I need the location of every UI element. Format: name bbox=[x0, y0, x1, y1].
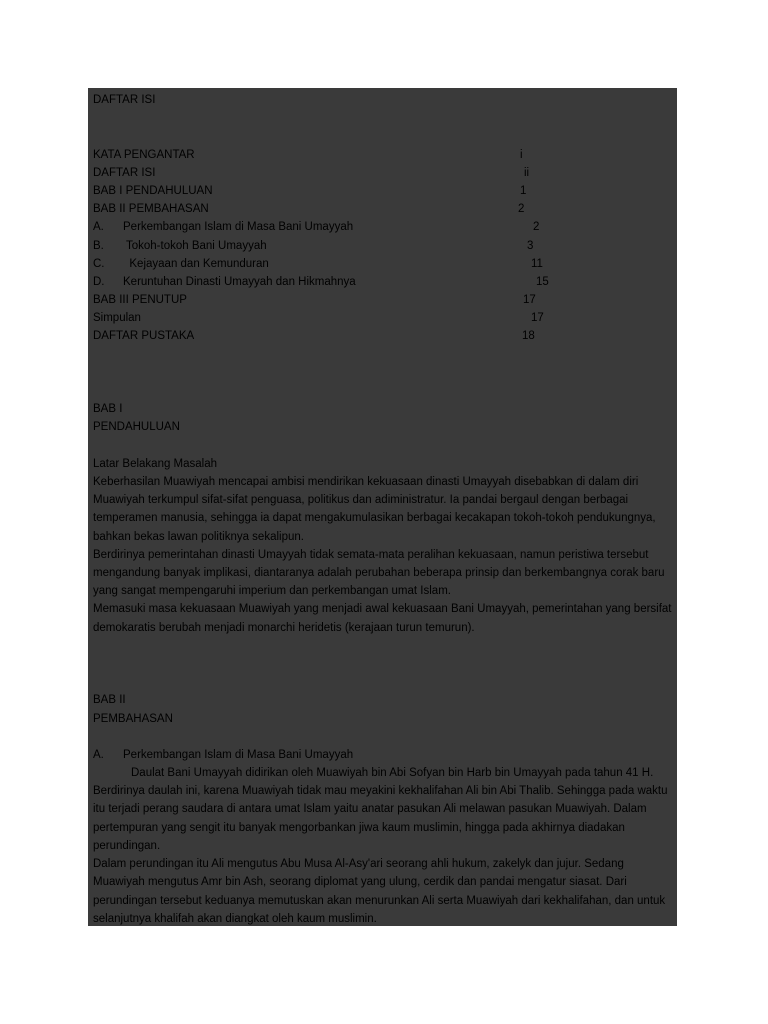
toc-entry-label: DAFTAR ISI bbox=[93, 166, 156, 179]
paragraph: Memasuki masa kekuasaan Muawiyah yang menjadi awal kekuasaan Bani Umayyah, pemerintahan yang bersifat demokaratis berubah menjadi monarchi heridetis (kerajaan turun temurun). bbox=[93, 603, 672, 634]
toc-entry-label: KATA PENGANTAR bbox=[93, 148, 195, 161]
toc-entry-page: 2 bbox=[533, 221, 540, 234]
toc-entry bbox=[93, 146, 677, 164]
paragraph: Keberhasilan Muawiyah mencapai ambisi mendirikan kekuasaan dinasti Umayyah disebabkan di dalam diri Muawiyah terkumpul sifat-sifat penguasa, politikus dan adiministratur. Ia pandai bergaul dengan berbagai temperamen manusia, sehingga ia dapat mengakumulasikan berbagai kecakapan tokoh-tokoh pendukungnya, bahkan bekas lawan politiknya sekalipun. bbox=[93, 475, 656, 543]
bab2-heading: BAB II bbox=[93, 694, 126, 707]
toc-entry bbox=[93, 182, 677, 200]
toc-entry-page: i bbox=[520, 148, 523, 161]
toc-entry-label: BAB I PENDAHULUAN bbox=[93, 184, 213, 197]
toc-entry bbox=[93, 164, 677, 182]
bab1-subheading: PENDAHULUAN bbox=[93, 421, 180, 434]
toc-entry-page: 15 bbox=[536, 275, 549, 288]
toc-title: DAFTAR ISI bbox=[93, 94, 156, 106]
toc-entry-label: BAB III PENUTUP bbox=[93, 294, 187, 307]
toc-entry-page: 3 bbox=[527, 239, 534, 252]
paragraph: Dalam perundingan itu Ali mengutus Abu Musa Al-Asy'ari seorang ahli hukum, zakelyk dan jujur. Sedang Muawiyah mengutus Amr bin Ash, seorang diplomat yang ulung, cerdik dan pandai mengatur siasat. Dari perundingan tersebut keduanya memutuskan akan menurunkan Ali serta Muawiyah dari kekhalifahan, dan untuk selanjutnya khalifah akan diangkat oleh kaum muslimin. bbox=[93, 858, 666, 925]
toc-entry bbox=[93, 273, 677, 291]
paragraph: Berdirinya pemerintahan dinasti Umayyah tidak semata-mata peralihan kekuasaan, namun peristiwa tersebut mengandung banyak implikasi, diantaranya adalah perubahan beberapa prinsip dan berkembangnya corak baru yang sangat mempengaruhi imperium dan perkembangan umat Islam. bbox=[93, 548, 665, 598]
toc-entry-page: 1 bbox=[520, 184, 527, 197]
bab1-heading: BAB I bbox=[93, 403, 123, 416]
bab2-subheading: PEMBAHASAN bbox=[93, 712, 173, 725]
toc-entry-page: ii bbox=[524, 166, 530, 179]
toc-entry-page: 17 bbox=[531, 312, 544, 325]
toc-entry-prefix: D. bbox=[93, 275, 105, 288]
toc-entry-page: 17 bbox=[523, 294, 536, 307]
bab2-body bbox=[93, 764, 673, 926]
toc-entry-label: Tokoh-tokoh Bani Umayyah bbox=[123, 239, 267, 252]
toc-entry-page: 11 bbox=[531, 257, 543, 270]
toc-entry bbox=[93, 327, 677, 345]
toc-entry bbox=[93, 218, 677, 236]
bab1-body bbox=[93, 473, 673, 637]
toc-entry-label: Keruntuhan Dinasti Umayyah dan Hikmahnya bbox=[123, 275, 356, 288]
toc-entry-prefix: B. bbox=[93, 239, 104, 252]
toc-entry-label: Perkembangan Islam di Masa Bani Umayyah bbox=[123, 221, 354, 234]
toc-entry-label: Simpulan bbox=[93, 312, 141, 325]
toc-entry-page: 18 bbox=[522, 330, 535, 343]
paragraph: Daulat Bani Umayyah didirikan oleh Muawiyah bin Abi Sofyan bin Harb bin Umayyah pada tahun 41 H. Berdirinya daulah ini, karena Muawiyah tidak mau meyakini kekhalifahan Ali bin Abi Thalib. Sehingga pada waktu itu terjadi perang saudara di antara umat Islam yaitu anatar pasukan Ali melawan pasukan Muawiyah. Dalam pertempuran yang sengit itu banyak mengorbankan jiwa kaum muslimin, hingga pada akhirnya diadakan perundingan. bbox=[93, 767, 668, 852]
bab2-section-title bbox=[93, 746, 677, 764]
toc-entry bbox=[93, 255, 677, 273]
bab2-section-label: Perkembangan Islam di Masa Bani Umayyah bbox=[123, 748, 354, 761]
toc-entry-page: 2 bbox=[518, 203, 525, 216]
toc-entry-prefix: A. bbox=[93, 221, 104, 234]
bab1-section-title: Latar Belakang Masalah bbox=[93, 457, 218, 470]
toc-entry bbox=[93, 237, 677, 255]
toc-entry-prefix: C. bbox=[93, 257, 105, 270]
toc-entry bbox=[93, 200, 677, 218]
toc-entry-label: Kejayaan dan Kemunduran bbox=[123, 257, 269, 270]
toc-list bbox=[93, 146, 677, 346]
toc-entry-label: DAFTAR PUSTAKA bbox=[93, 330, 195, 343]
document-page bbox=[88, 88, 677, 926]
bab2-section-prefix: A. bbox=[93, 748, 104, 761]
toc-entry bbox=[93, 309, 677, 327]
toc-entry bbox=[93, 291, 677, 309]
toc-entry-label: BAB II PEMBAHASAN bbox=[93, 203, 209, 216]
